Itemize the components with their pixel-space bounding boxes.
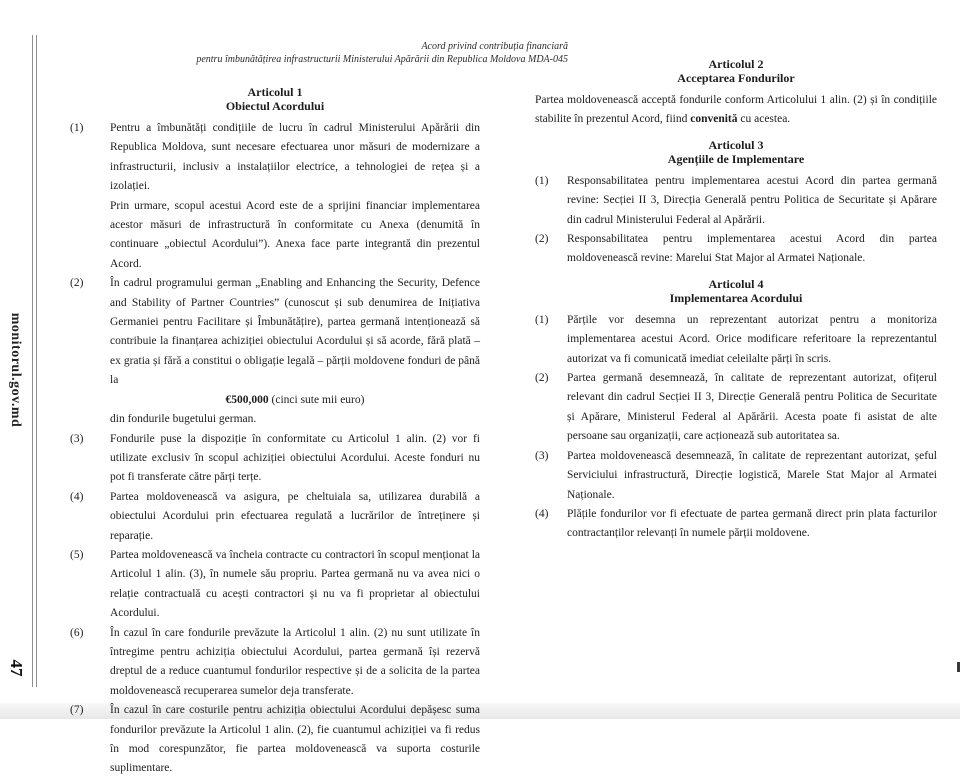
item-text: Partea moldovenească desemnează, în calitate de reprezentant autorizat, șeful Serviciului infrastructură, Direcție logistică, Marele Stat Major al Armatei Naționale. [567,449,937,501]
article2-subtitle: Acceptarea Fondurilor [677,71,795,85]
article4-heading [535,277,937,305]
item-text: Partea moldovenească va încheia contracte cu contractori în scopul menționat la Articolul 1 alin. (3), în numele său propriu. Partea germană nu va avea nici o relație contractuală cu acești contractori și nu va fi proprietar al obiectului Acordului. [110,548,480,620]
article2-title: Articolul 2 [708,57,764,71]
item-text: Responsabilitatea pentru implementarea acestui Acord din partea germană revine: Secției II 3, Direcția Generală pentru Politica de Securitate și Apărare din cadrul Ministerului Federal al Apărării. [567,174,937,226]
item-number: (2) [70,277,84,290]
amount-value: €500,000 [225,393,269,406]
article1-subtitle: Obiectul Acordului [225,99,325,113]
right-page [535,57,937,544]
article2-text-before: Partea moldovenească acceptă fondurile conform Articolului 1 alin. (2) și în condițiile stabilite în prezentul Acord, fiind [535,94,937,126]
item-text-continuation: din fondurile bugetului german. [110,413,257,426]
list-item [535,172,937,230]
list-item [70,546,480,624]
article1-heading [70,85,480,113]
watermark-monitorul: monitorul.gov.md [8,312,23,428]
list-item [70,701,480,779]
article1-title: Articolul 1 [247,85,303,99]
article4-subtitle: Implementarea Acordului [669,290,803,305]
amount-line [110,391,480,410]
running-header-line2: pentru îmbunătățirea infrastructurii Ministerului Apărării din Republica Moldova MDA-045 [196,54,568,65]
item-text: Plățile fondurilor vor fi efectuate de partea germană direct prin plata facturilor contractanților relevanți în numele părții moldovene. [567,507,937,540]
item-number: (4) [70,490,84,503]
item-number: (3) [70,432,84,445]
item-text: Partea moldovenească va asigura, pe cheltuiala sa, utilizarea durabilă a obiectului Acordului prin efectuarea regulată a lucrărilor de întreținere și reparație. [110,490,480,542]
item-text: În cazul în care costurile pentru achiziția obiectului Acordului depășesc suma fondurilor prevăzute la Articolul 1 alin. (2), fie cuantumul achiziției va fi redus în mod corespunzător, fie partea moldovenească va suporta costurile suplimentare. [110,704,480,775]
list-item [535,230,937,269]
item-number: (6) [70,626,84,639]
article2-text-after: cu acestea. [737,113,791,126]
list-item [535,447,937,505]
item-number: (5) [70,548,84,561]
list-item [535,311,937,369]
article2-heading [535,57,937,85]
article2-text-bold: convenită [690,113,738,126]
running-header-line1: Acord privind contribuția financiară [421,41,568,52]
margin-double-rule [32,35,37,687]
item-text: Pentru a îmbunătăți condițiile de lucru în cadrul Ministerului Apărării din Republica Moldova, sunt necesare efectuarea unor măsuri de modernizare a infrastructurii, inclusiv a instalațiilor electrice, a tehnologiei de rețea și a izolației. [110,122,480,193]
list-item [70,624,480,702]
article3-subtitle: Agențiile de Implementare [667,151,805,166]
article2-paragraph [535,91,937,130]
item-number: (1) [535,174,549,187]
list-item [70,488,480,546]
item-text: Fondurile puse la dispoziție în conformitate cu Articolul 1 alin. (2) vor fi utilizate exclusiv în scopul achiziției obiectului Acordului. Aceste fonduri nu pot fi transferate către părți terțe. [110,432,480,484]
item-text: Părțile vor desemna un reprezentant autorizat pentru a monitoriza implementarea acestui Acord. Orice modificare referitoare la reprezentantul autorizat va fi comunicată imediat celeilalte părți în scris. [567,313,937,365]
amount-words: (cinci sute mii euro) [268,393,365,406]
item-number: (2) [535,233,549,246]
item-number: (1) [70,122,84,134]
item-text-continuation: Prin urmare, scopul acestui Acord este de a sprijini financiar implementarea acestor măsuri de infrastructură în conformitate cu Anexa (denumită în continuare „obiectul Acordului”). Anexa face parte integrantă din prezentul Acord. [110,199,480,270]
item-number: (2) [535,372,549,385]
list-item [535,369,937,447]
list-item [70,430,480,488]
article3-heading [535,138,937,166]
item-text: Responsabilitatea pentru implementarea acestui Acord din partea moldovenească revine: Marelui Stat Major al Armatei Naționale. [567,233,937,265]
item-number: (1) [535,313,549,326]
item-text: Partea germană desemnează, în calitate de reprezentant autorizat, ofițerul relevant din cadrul Secției II 3, Direcție Generală pentru Politica de Securitate și Apărare, Ministerul Federal al Apărării. Acesta poate fi asistat de alte persoane sau organizații, care acționează sub autoritatea sa. [567,372,937,443]
list-item [70,274,480,429]
item-number: (4) [535,507,549,520]
item-number: (7) [70,704,84,717]
item-text: În cadrul programului german „Enabling and Enhancing the Security, Defence and Stability of Partner Countries” (cunoscut și sub denumirea de Inițiativa Germaniei pentru Facilitare și Îmbunătățire), partea germană intenționează să contribuie la finanțarea achiziției obiectului Acordului și să acorde, fără plată – ex gratia și fără a constitui o obligație legală – părții moldovene fonduri de până la [110,277,480,387]
item-text: În cazul în care fondurile prevăzute la Articolul 1 alin. (2) nu sunt utilizate în întregime pentru achiziția obiectului Acordului, partea germană își rezervă dreptul de a reduce cuantumul fondurilor respective și de a solicita de la partea moldovenească recuperarea sumelor deja transferate. [110,626,480,697]
left-page [70,85,480,779]
article3-title: Articolul 3 [708,137,764,152]
list-item [70,119,480,274]
page-number: 47 [7,659,26,677]
article4-title: Articolul 4 [708,276,764,291]
item-number: (3) [535,449,549,462]
running-header [150,40,568,66]
list-item [535,505,937,544]
